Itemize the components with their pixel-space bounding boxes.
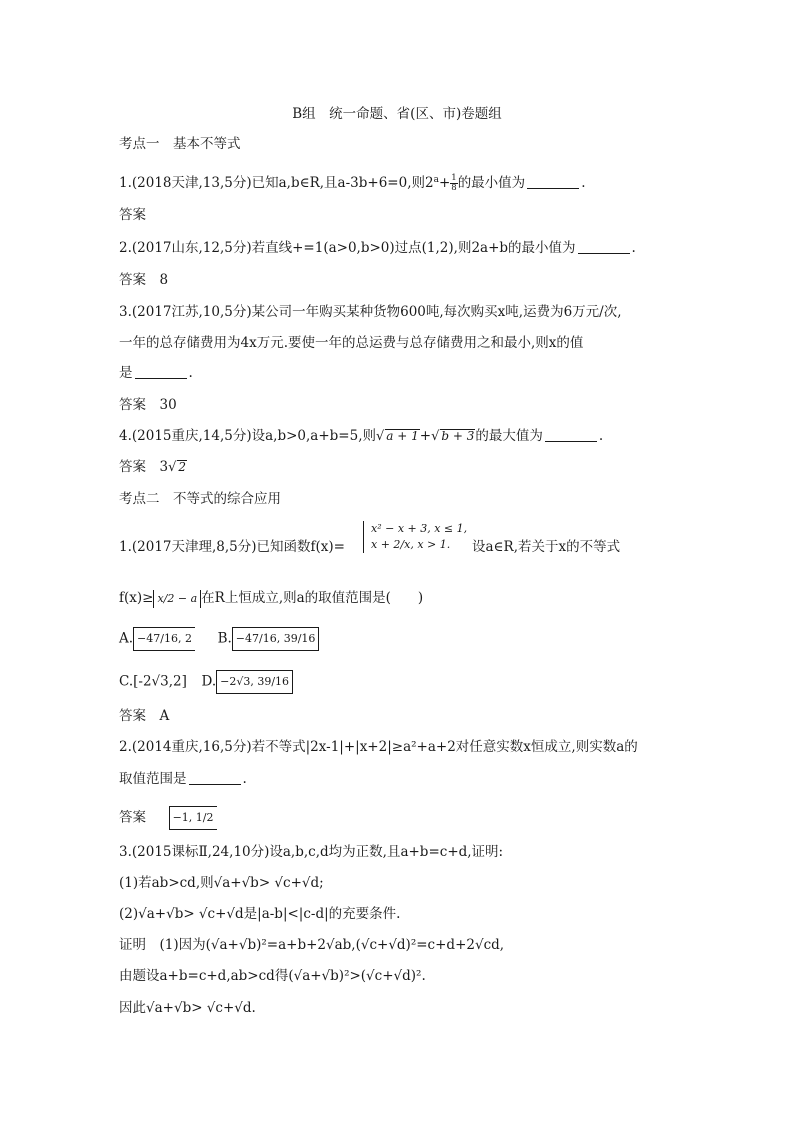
answer-blank — [527, 174, 579, 189]
answer-1-3: 答案 30 — [119, 397, 177, 413]
section-heading-1: 考点一 基本不等式 — [119, 136, 241, 152]
question-2-2-line2: 取值范围是 . — [119, 771, 247, 787]
answer-2-2: 答案 −1, 1/2 — [119, 806, 217, 830]
answer-1-1: 答案 — [119, 207, 146, 223]
answer-blank — [578, 239, 630, 254]
proof-line3: 因此√a+√b> √c+√d. — [119, 1000, 256, 1016]
question-1-3-line2: 一年的总存储费用为4x万元.要使一年的总运费与总存储费用之和最小,则x的值 — [119, 335, 584, 351]
question-1-4: 4.(2015重庆,14,5分)设a,b>0,a+b=5,则√ a + 1+√ b + 3的最大值为 . — [119, 428, 604, 444]
question-2-1-line1: 1.(2017天津理,8,5分)已知函数f(x)= — [119, 539, 345, 555]
question-1-3-line3: 是 . — [119, 365, 193, 381]
answer-1-4: 答案 3√ 2 — [119, 459, 187, 475]
proof-line1: 证明 (1)因为(√a+√b)²=a+b+2√ab,(√c+√d)²=c+d+2√cd, — [119, 937, 505, 953]
question-1-3-line1: 3.(2017江苏,10,5分)某公司一年购买某种货物600吨,每次购买x吨,运费为6万元/次, — [119, 304, 622, 320]
question-1-2: 2.(2017山东,12,5分)若直线+=1(a>0,b>0)过点(1,2),则2a+b的最小值为 . — [119, 240, 636, 256]
question-2-2-line1: 2.(2014重庆,16,5分)若不等式|2x-1|+|x+2|≥a²+a+2对任意实数x恒成立,则实数a的 — [119, 739, 638, 755]
interval-option-d: −2√3, 39/16 — [216, 670, 293, 694]
section-heading-2: 考点二 不等式的综合应用 — [119, 491, 281, 507]
sqrt-expression: b + 3 — [441, 429, 475, 443]
answer-2-1: 答案 A — [119, 708, 170, 724]
interval-option-b: −47/16, 39/16 — [232, 627, 320, 651]
fraction: $\frac{1}{8}$ — [451, 173, 457, 193]
absolute-value: x/2 − a — [153, 590, 201, 608]
question-2-3-line3: (2)√a+√b> √c+√d是|a-b|<|c-d|的充要条件. — [119, 906, 401, 922]
sqrt-expression: a + 1 — [386, 429, 419, 443]
options-ab: A. −47/16, 2 B. −47/16, 39/16 — [119, 627, 319, 651]
question-2-3-line1: 3.(2015课标Ⅱ,24,10分)设a,b,c,d均为正数,且a+b=c+d,证明: — [119, 844, 504, 860]
document-page: B组 统一命题、省(区、市)卷题组 考点一 基本不等式 1.(2018天津,13,5分)已知a,b∈R,且a-3b+6=0,则$2^a+$ $\frac{1}{8}$ 的最小值为 . 答案 2.(2017山东,12,5分)若直线+=1(a>0,b>0)过点(1,2),则2a+b的最小值为 . 答案 8 3.(2017江苏,10,5分)某公司一年购买某种货物600吨,每次购买x吨,运费为6万元/次, 一年的总存储费用为4x万元.要使一年的总运费与总存储费用之和最小,则x的值 是 . 答案 30 4.(2015重庆,14,5分)设a,b>0,a+b=5,则√ a + 1+√ b + 3的最大值为 . 答案 3√ 2 考点二 不等式的综合应用 1.(2017天津理,8,5分)已知函数f(x)= x² − x + 3, x ≤ 1, x + 2/x, x > 1. 设a∈R,若关于x的不等式 f(x)≥ x/2 − a 在R上恒成立,则a的取值范围是( ) A. −47/16, 2 B. −47/16, 39/16 C.[-2√3,2] D. −2√3, 39/16 答案 A 2.(2014重庆,16,5分)若不等式|2x-1|+|x+2|≥a²+a+2对任意实数x恒成立,则实数a的 取值范围是 . 答案 −1, 1/2 3.(2015课标Ⅱ,24,10分)设a,b,c,d均为正数,且a+b=c+d,证明: (1)若ab>cd,则√a+√b> √c+√d; (2)√a+√b> √c+√d是|a-b|<|c-d|的充要条件. 证明 (1)因为(√a+√b)²=a+b+2√ab,(√c+√d)²=c+d+2√cd, 由题设a+b=c+d,ab>cd得(√a+√b)²>(√c+√d)². 因此√a+√b> √c+√d. — [0, 0, 794, 1123]
interval-option-a: −47/16, 2 — [133, 627, 195, 651]
answer-blank — [135, 364, 187, 379]
answer-blank — [189, 770, 241, 785]
question-2-1-cont: 设a∈R,若关于x的不等式 — [472, 539, 621, 555]
question-2-3-line2: (1)若ab>cd,则√a+√b> √c+√d; — [119, 875, 324, 891]
question-1-1: 1.(2018天津,13,5分)已知a,b∈R,且a-3b+6=0,则$2^a+$ $\frac{1}{8}$ 的最小值为 . — [119, 173, 586, 193]
proof-line2: 由题设a+b=c+d,ab>cd得(√a+√b)²>(√c+√d)². — [119, 968, 426, 984]
brace-icon — [363, 521, 369, 553]
answer-blank — [545, 427, 597, 442]
question-2-1-line2: f(x)≥ x/2 − a 在R上恒成立,则a的取值范围是( ) — [119, 590, 424, 606]
answer-interval: −1, 1/2 — [169, 806, 217, 830]
answer-1-2: 答案 8 — [119, 272, 169, 288]
page-title: B组 统一命题、省(区、市)卷题组 — [292, 106, 502, 122]
options-cd: C.[-2√3,2] D. −2√3, 39/16 — [119, 670, 293, 694]
